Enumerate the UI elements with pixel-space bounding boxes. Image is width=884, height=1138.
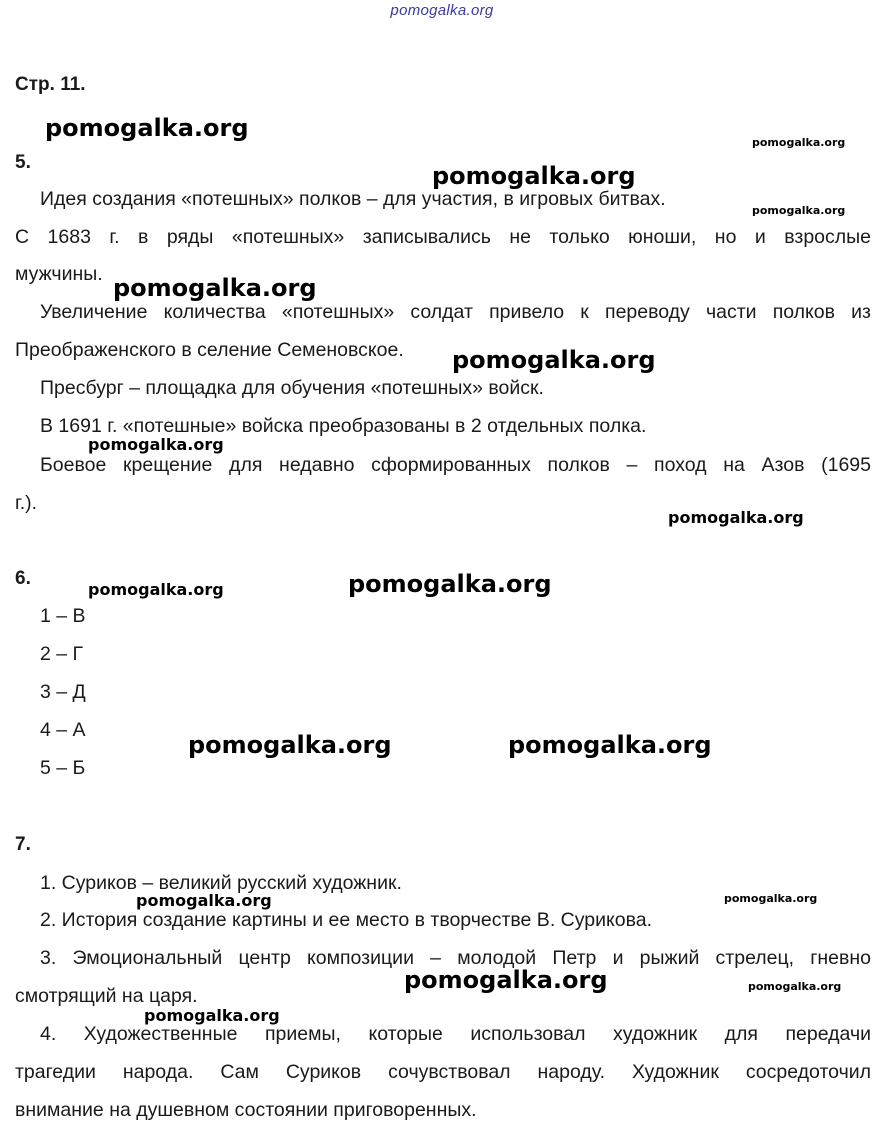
- watermark: pomogalka.org: [88, 435, 224, 454]
- section-5-line: С 1683 г. в ряды «потешных» записывались не только юноши, но и взрослые: [15, 226, 871, 248]
- answer-item: 3 – Д: [40, 681, 86, 703]
- watermark: pomogalka.org: [136, 891, 272, 910]
- watermark: pomogalka.org: [748, 980, 842, 993]
- watermark: pomogalka.org: [404, 966, 608, 994]
- section-5-line: Идея создания «потешных» полков – для участия, в игровых битвах.: [40, 188, 666, 210]
- top-watermark: pomogalka.org: [390, 2, 494, 19]
- section-7-line: 2. История создание картины и ее место в творчестве В. Сурикова.: [40, 909, 653, 931]
- section-5-line: Боевое крещение для недавно сформированных полков – поход на Азов (1695: [40, 454, 871, 476]
- section-5-line: г.).: [15, 492, 38, 514]
- section-5-line: Увеличение количества «потешных» солдат привело к переводу части полков из: [40, 301, 871, 323]
- watermark: pomogalka.org: [668, 508, 804, 527]
- watermark: pomogalka.org: [188, 731, 392, 759]
- section-6-number: 6.: [15, 568, 31, 589]
- answer-item: 2 – Г: [40, 643, 84, 665]
- section-5-number: 5.: [15, 152, 31, 173]
- section-5-line: Преображенского в селение Семеновское.: [15, 339, 404, 361]
- page-heading: Стр. 11.: [15, 74, 86, 95]
- watermark: pomogalka.org: [452, 346, 656, 374]
- section-7-line: трагедии народа. Сам Суриков сочувствовал народу. Художник сосредоточил: [15, 1061, 871, 1083]
- watermark: pomogalka.org: [752, 204, 846, 217]
- watermark: pomogalka.org: [88, 580, 224, 599]
- watermark: pomogalka.org: [348, 570, 552, 598]
- section-5-line: Пресбург – площадка для обучения «потешных» войск.: [40, 377, 544, 399]
- watermark: pomogalka.org: [752, 136, 846, 149]
- answer-item: 4 – А: [40, 719, 86, 741]
- answer-item: 1 – В: [40, 605, 86, 627]
- section-7-line: смотрящий на царя.: [15, 985, 198, 1007]
- section-7-line: 3. Эмоциональный центр композиции – молодой Петр и рыжий стрелец, гневно: [40, 947, 871, 969]
- section-7-line: внимание на душевном состоянии приговоренных.: [15, 1099, 477, 1121]
- watermark: pomogalka.org: [45, 114, 249, 142]
- watermark: pomogalka.org: [432, 162, 636, 190]
- section-7-line: 4. Художественные приемы, которые использовал художник для передачи: [40, 1023, 871, 1045]
- watermark: pomogalka.org: [113, 274, 317, 302]
- watermark: pomogalka.org: [144, 1006, 280, 1025]
- watermark: pomogalka.org: [508, 731, 712, 759]
- section-7-number: 7.: [15, 834, 31, 855]
- answer-item: 5 – Б: [40, 757, 86, 779]
- section-5-line: В 1691 г. «потешные» войска преобразованы в 2 отдельных полка.: [40, 415, 647, 437]
- section-5-line: мужчины.: [15, 263, 103, 285]
- watermark: pomogalka.org: [724, 892, 818, 905]
- section-7-line: 1. Суриков – великий русский художник.: [40, 872, 402, 894]
